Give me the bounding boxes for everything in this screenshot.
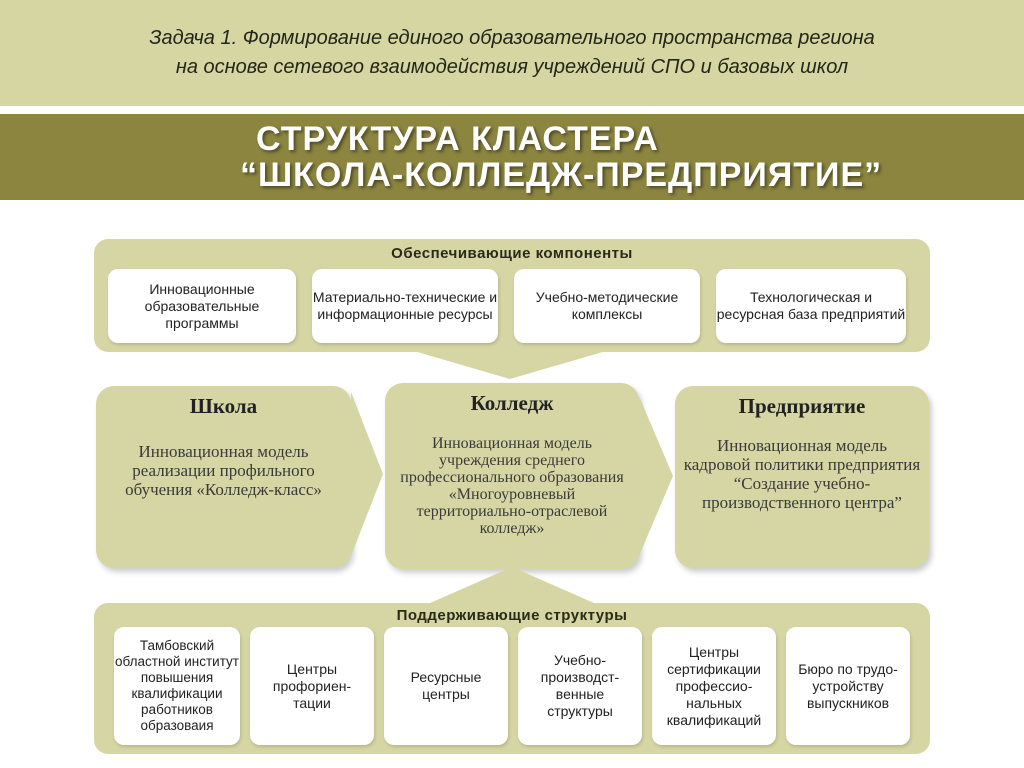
structure-card (518, 627, 642, 745)
entity-description: Инновационная модель учреждения среднего профессионального образования «Многоуровневый территориально-отраслевой колледж» (400, 435, 624, 537)
entity-description: Инновационная модель реализации профильного обучения «Колледж-класс» (125, 442, 322, 499)
right-arrow-icon (351, 392, 383, 556)
structure-label: Центры профориен-тации (272, 660, 352, 711)
support-structures-title: Поддерживающие структуры (396, 607, 628, 624)
entity-description: Инновационная модель кадровой политики предприятия “Создание учебно-производственного центра” (683, 436, 921, 512)
title-line-1: СТРУКТУРА КЛАСТЕРА (256, 120, 659, 158)
title-band (0, 114, 1024, 200)
task-line-2: на основе сетевого взаимодействия учреждений СПО и базовых школ (175, 56, 849, 78)
structure-card (652, 627, 776, 745)
structure-card (384, 627, 508, 745)
structure-label: Бюро по трудо-устройству выпускников (798, 660, 898, 711)
structure-label: Учебно-производст-венные структуры (540, 652, 620, 719)
task-header (0, 0, 1024, 106)
entity-school (96, 386, 351, 568)
title-line-2: “ШКОЛА-КОЛЛЕДЖ-ПРЕДПРИЯТИЕ” (240, 156, 883, 194)
structure-card (786, 627, 910, 745)
structure-card (114, 627, 240, 745)
component-label: Учебно-методические комплексы (535, 289, 679, 322)
entity-enterprise (675, 386, 929, 568)
structure-label: Центры сертификации профессио-нальных квалификаций (666, 643, 762, 728)
down-arrow-icon (414, 351, 606, 379)
component-card (312, 269, 498, 343)
supporting-components-panel (94, 239, 930, 352)
entity-name: Школа (189, 394, 258, 418)
right-arrow-icon (639, 396, 673, 556)
structure-label: Тамбовский областной институт повышения квалификации работников образоваия (115, 638, 239, 733)
supporting-components-title: Обеспечивающие компоненты (391, 245, 633, 262)
component-card (514, 269, 700, 343)
entity-name: Колледж (470, 391, 554, 415)
component-label: Инновационные образовательные программы (144, 280, 260, 331)
structure-card (250, 627, 374, 745)
support-structures-panel (94, 603, 930, 754)
component-card (716, 269, 906, 343)
up-arrow-icon (430, 567, 594, 603)
component-card (108, 269, 296, 343)
component-label: Технологическая и ресурсная база предприятий (716, 289, 906, 322)
component-label: Материально-технические и информационные ресурсы (312, 289, 498, 322)
task-line-1: Задача 1. Формирование единого образовательного пространства региона (149, 27, 875, 49)
entity-college (385, 383, 639, 569)
entity-name: Предприятие (738, 394, 866, 418)
structure-label: Ресурсные центры (410, 669, 482, 702)
